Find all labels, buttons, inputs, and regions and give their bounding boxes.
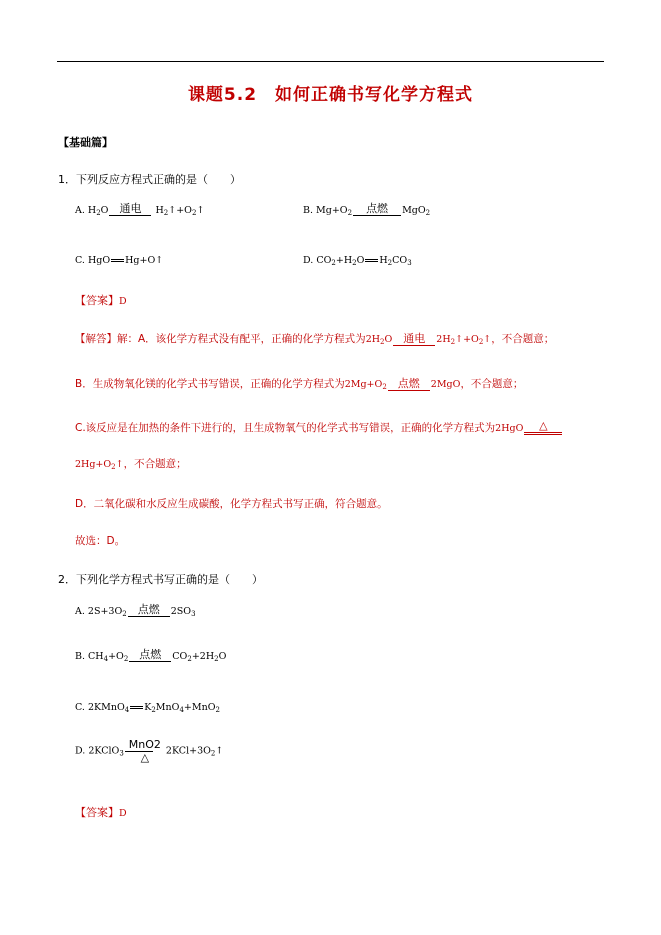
q1-explanation-d: D．二氧化碳和水反应生成碳酸，化学方程式书写正确，符合题意。 bbox=[75, 498, 388, 510]
question-2-stem: 2．下列化学方程式书写正确的是（ ） bbox=[58, 573, 263, 586]
q2-option-a[interactable]: A. $2S+3O_2$ 点燃 $2SO_3$ bbox=[75, 603, 196, 618]
q1-option-c[interactable]: C. HgO Hg+O↑ bbox=[75, 255, 164, 266]
q1-option-b[interactable]: B. $Mg+O_2$ 点燃 MgO$_2$ bbox=[303, 202, 431, 217]
q1-answer: 【答案】D bbox=[75, 294, 127, 307]
q1-explanation-a: 【解答】解：A．该化学方程式没有配平，正确的化学方程式为$2H_2O$ 通电 $2H_2↑+O_2↑$，不合题意； bbox=[75, 332, 555, 346]
question-1-stem: 1．下列反应方程式正确的是（ ） bbox=[58, 173, 241, 186]
header-rule bbox=[57, 61, 604, 62]
q2-option-c[interactable]: C. 2KMnO$_4$ $K_2MnO_4+MnO_2$ bbox=[75, 702, 220, 714]
q1-option-a[interactable]: A. $H_2O$ 通电 $H_2↑+O_2↑$ bbox=[75, 202, 205, 217]
page-title: 课题5.2 如何正确书写化学方程式 bbox=[187, 85, 474, 105]
q1-explanation-c-cont: $2Hg+O_2↑$，不合题意； bbox=[75, 458, 187, 471]
section-label: 【基础篇】 bbox=[58, 136, 113, 149]
q1-explanation-c: C.该反应是在加热的条件下进行的，且生成物氧气的化学式书写错误，正确的化学方程式为2HgO △ bbox=[75, 419, 563, 435]
q1-option-d[interactable]: D. $CO_2+H_2O$ $H_2CO_3$ bbox=[303, 255, 412, 267]
q2-option-b[interactable]: B. $CH_4+O_2$ 点燃 $CO_2+2H_2O$ bbox=[75, 648, 227, 663]
q2-answer: 【答案】D bbox=[75, 806, 127, 819]
q1-explanation-b: B．生成物氧化镁的化学式书写错误，正确的化学方程式为$2Mg+O_2$ 点燃 2MgO，不合题意； bbox=[75, 377, 524, 391]
q1-conclusion: 故选：D。 bbox=[75, 535, 126, 547]
q2-option-d[interactable]: D. 2KClO$_3$ MnO2 △ $2KCl+3O_2↑$ bbox=[75, 738, 224, 764]
